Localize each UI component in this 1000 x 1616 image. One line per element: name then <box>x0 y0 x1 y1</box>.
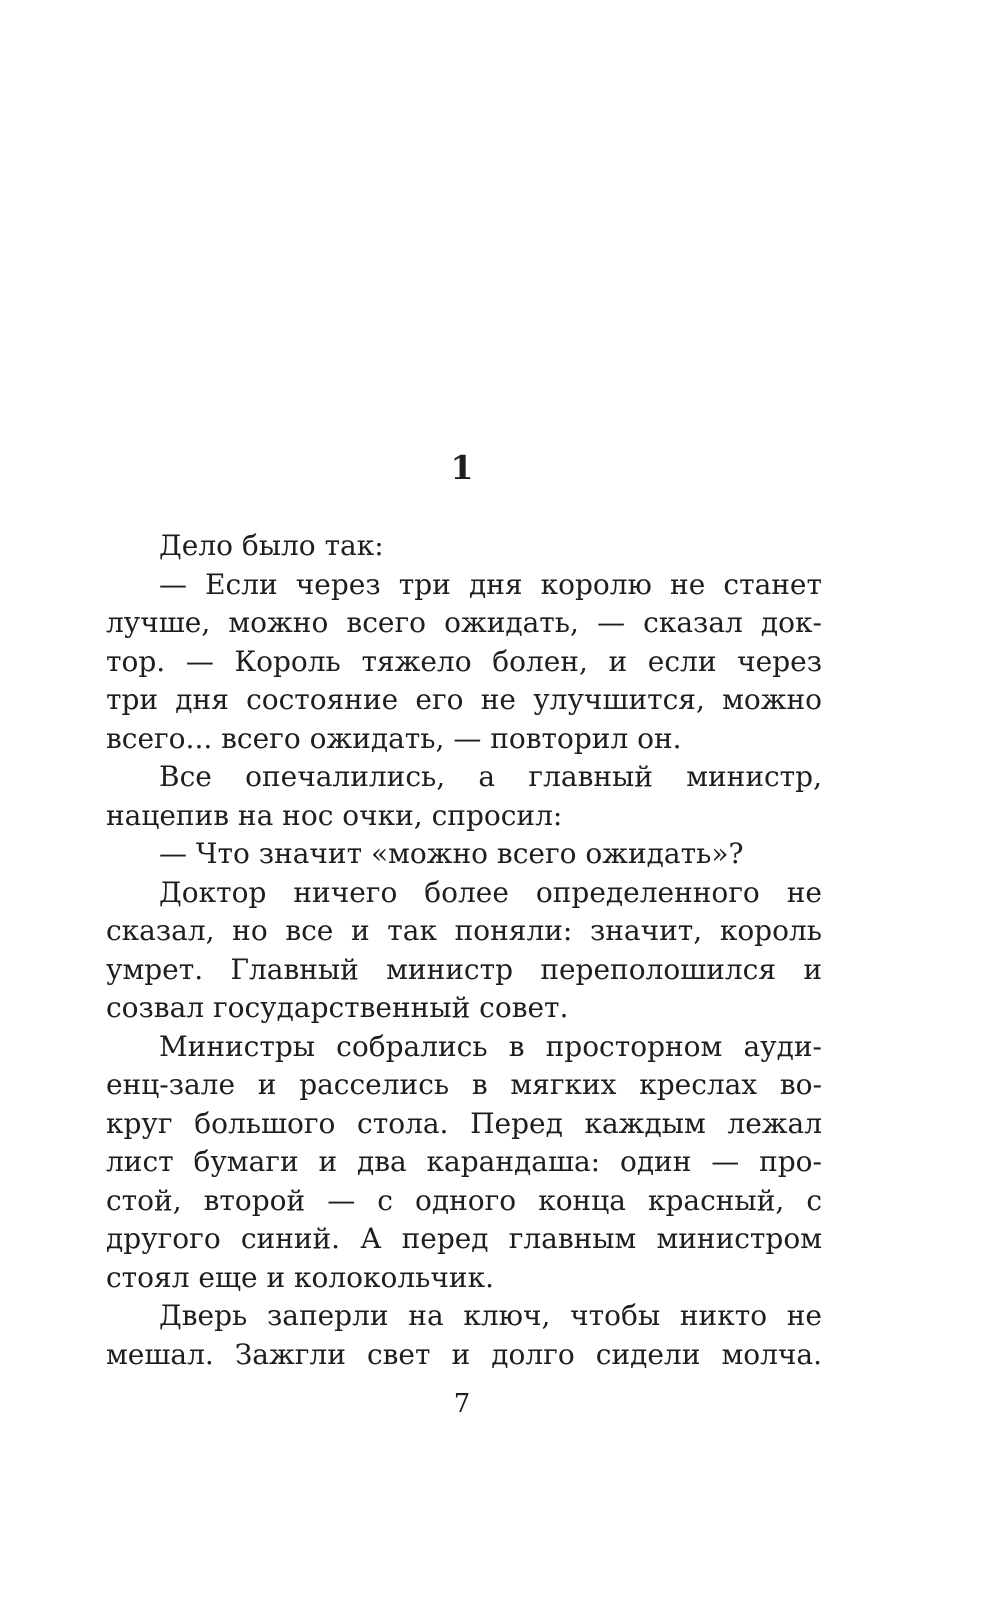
text-line: умрет. Главный министр переполошился и <box>106 952 822 986</box>
text-line: созвал государственный совет. <box>106 991 569 1024</box>
text-line: енц-зале и расселись в мягких креслах во- <box>106 1068 822 1101</box>
text-line: Все опечалились, а главный министр, <box>159 760 822 793</box>
text-line: сказал, но все и так поняли: значит, король <box>106 914 822 947</box>
chapter-text <box>106 527 822 1374</box>
text-line: мешал. Зажгли свет и долго сидели молча. <box>106 1337 822 1371</box>
text-line: стой, второй — с одного конца красный, с <box>106 1183 822 1217</box>
text-line: Дело было так: <box>159 529 384 562</box>
text-line: другого синий. А перед главным министром <box>106 1222 822 1255</box>
text-line: тор. — Король тяжело болен, и если через <box>106 644 822 678</box>
text-line: три дня состояние его не улучшится, можно <box>106 683 822 716</box>
text-line: Дверь заперли на ключ, чтобы никто не <box>159 1299 822 1332</box>
text-line: лучше, можно всего ожидать, — сказал док- <box>106 606 822 639</box>
text-line: всего... всего ожидать, — повторил он. <box>106 721 682 755</box>
text-line: — Если через три дня королю не станет <box>159 567 822 601</box>
text-line: — Что значит «можно всего ожидать»? <box>159 837 744 870</box>
text-line: лист бумаги и два карандаша: один — про- <box>106 1145 822 1178</box>
text-line: Доктор ничего более определенного не <box>159 875 822 909</box>
chapter-number: 1 <box>450 448 474 487</box>
text-line: круг большого стола. Перед каждым лежал <box>106 1106 822 1140</box>
text-line: стоял еще и колокольчик. <box>106 1260 494 1294</box>
page-number: 7 <box>453 1389 471 1419</box>
text-line: нацепив на нос очки, спросил: <box>106 798 563 832</box>
text-line: Министры собрались в просторном ауди- <box>159 1029 822 1063</box>
